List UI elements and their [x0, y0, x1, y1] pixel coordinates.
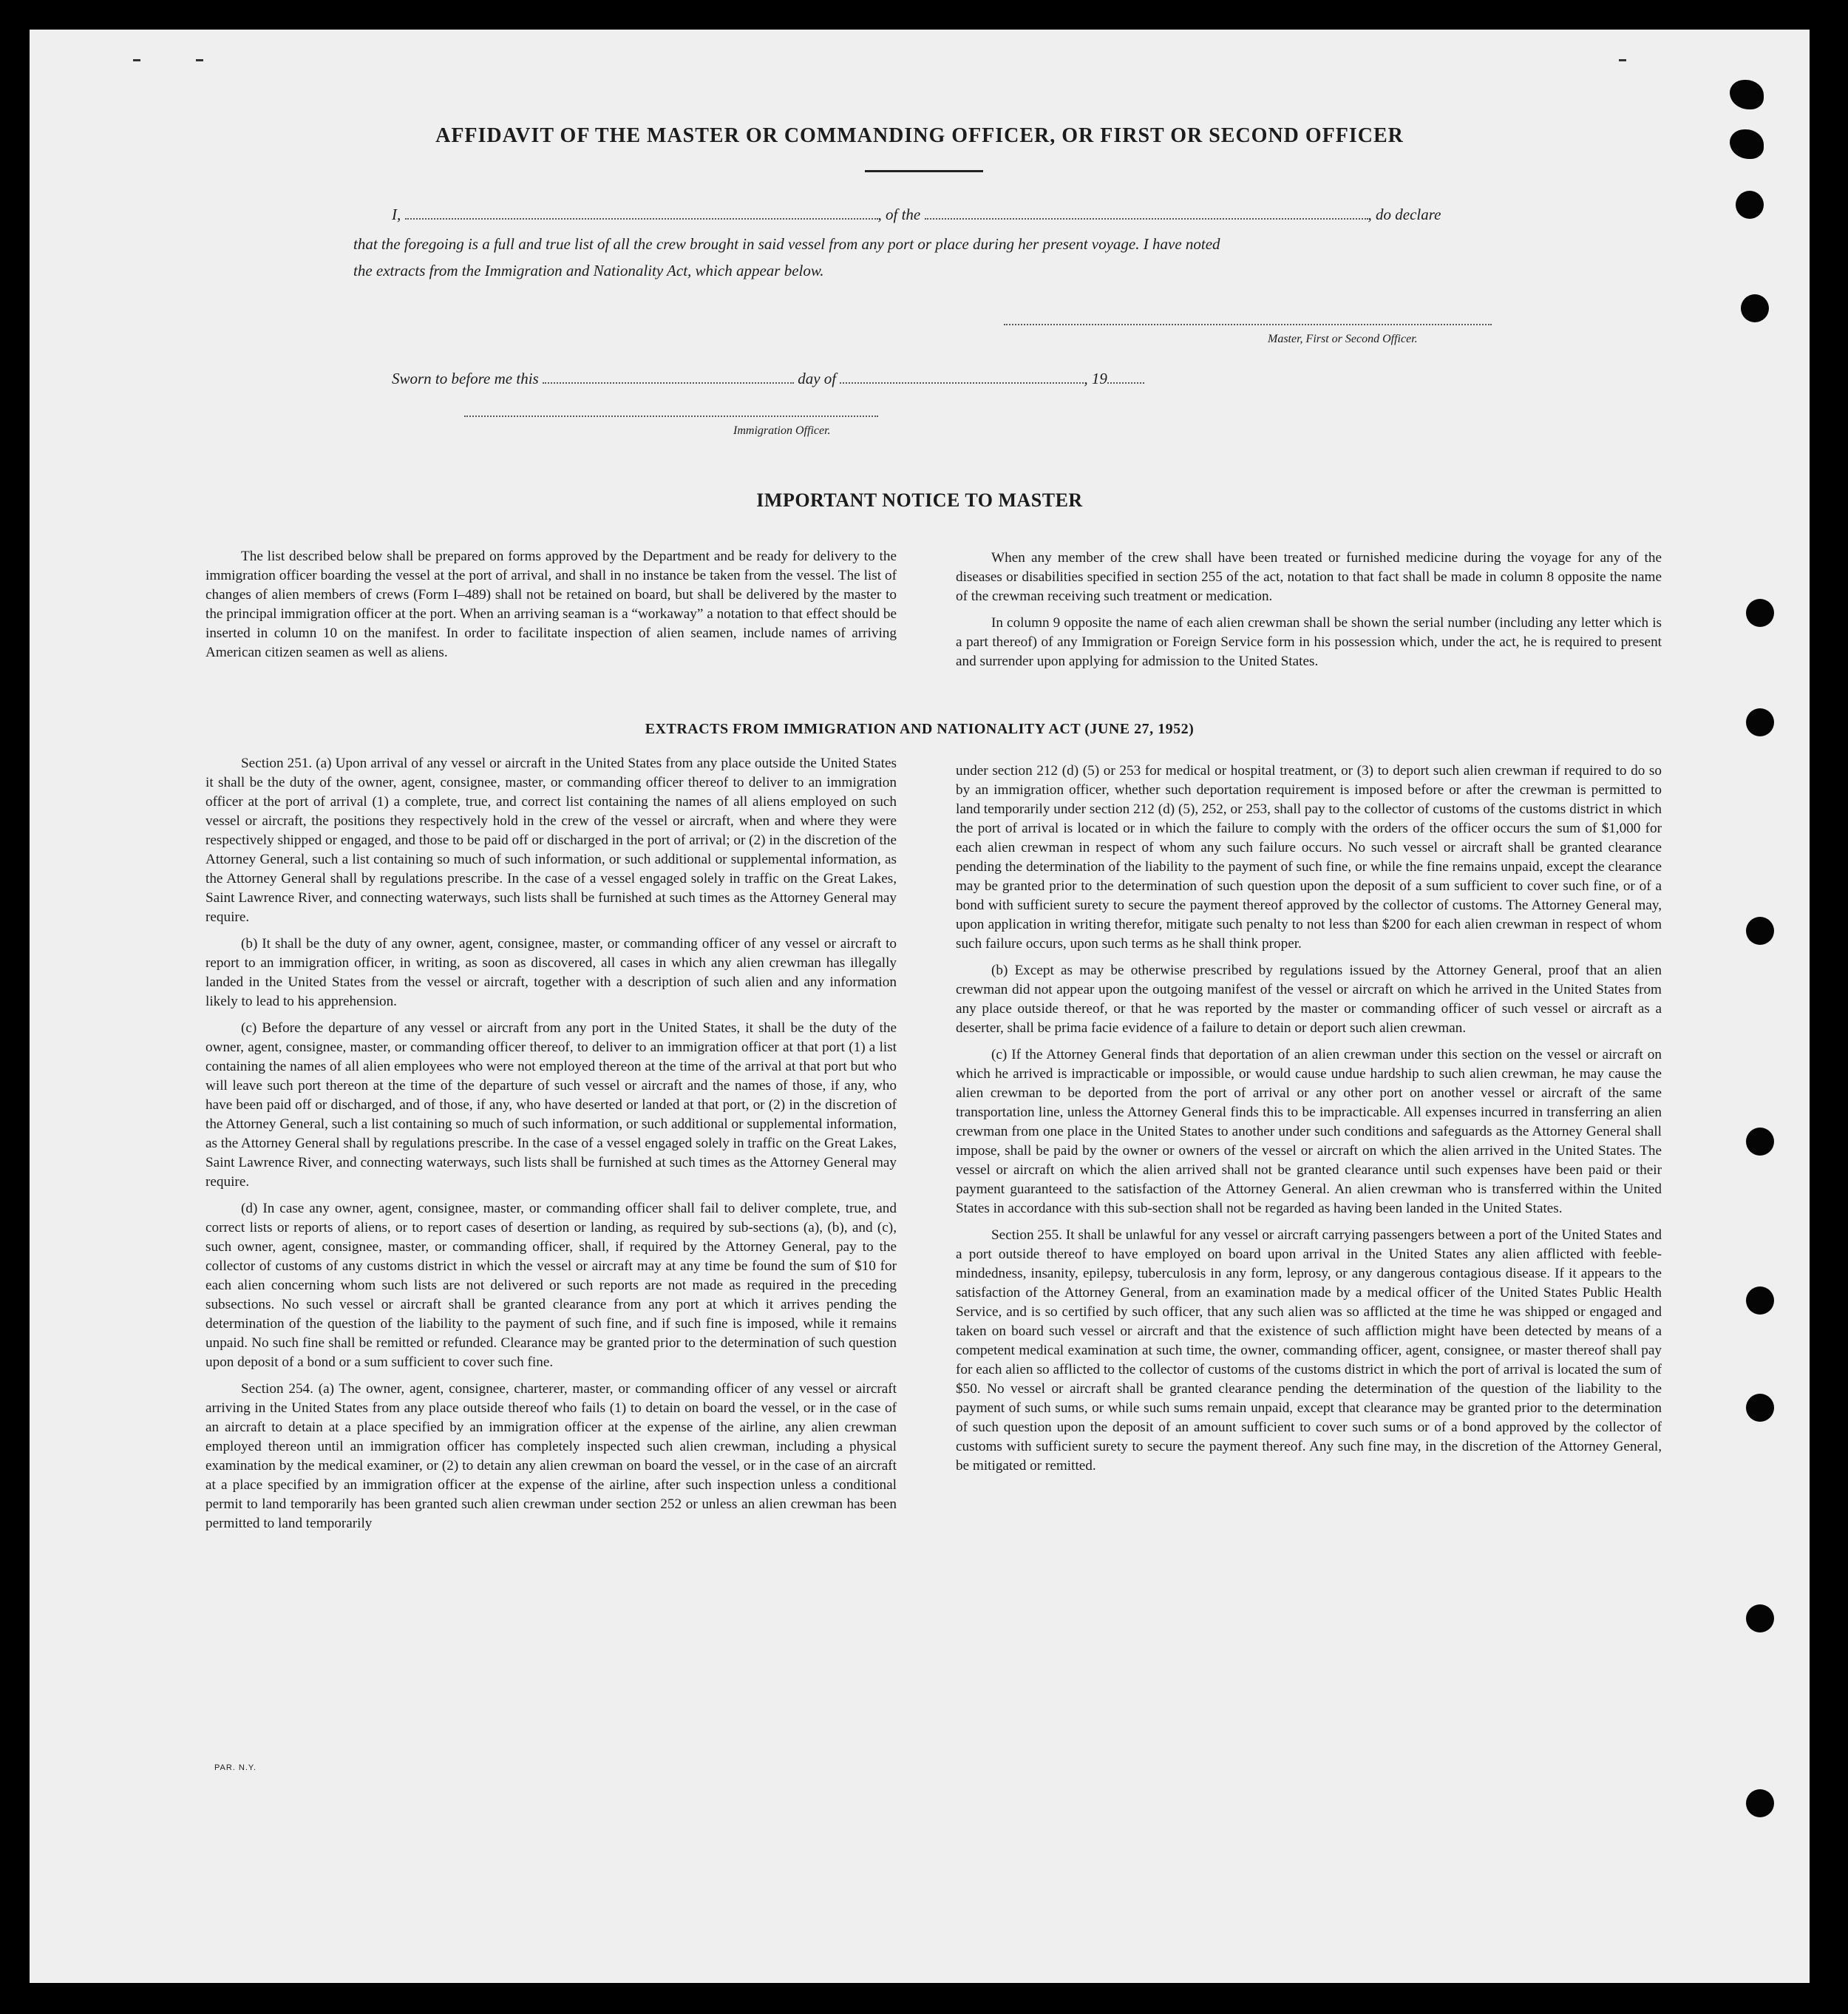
notice-title: IMPORTANT NOTICE TO MASTER	[756, 489, 1083, 511]
day-of-label: day of	[798, 370, 837, 387]
master-signature-field[interactable]	[1004, 324, 1492, 325]
section-251a: Section 251. (a) Upon arrival of any vessel or aircraft in the United States from any place outside the United States it shall be the duty of the owner, agent, consignee, master, or commanding officer thereof to deliver to an immigration officer at the port of arrival (1) a complete, true, and correct list containing the names of all aliens employed on such vessel or aircraft, the positions they respectively hold in the crew of the vessel or aircraft, when and where they were respectively shipped or engaged, and those to be paid off or discharged in the port of arrival; or (2) in the discretion of the Attorney General, such a list containing so much of such information, or such additional or supplemental information, as the Attorney General shall by regulations prescribe. In the case of a vessel engaged solely in traffic on the Great Lakes, Saint Lawrence River, and connecting waterways, such lists shall be furnished at such times as the Attorney General may require.	[205, 756, 897, 925]
statement-line-2: the extracts from the Immigration and Nationality Act, which appear below.	[353, 262, 824, 279]
punch-hole	[1736, 191, 1764, 219]
punch-hole	[1746, 917, 1774, 945]
notice-paragraph: When any member of the crew shall have been treated or furnished medicine during the voyage for any of the diseases or disabilities specified in section 255 of the act, notation to that fact shall be made in column 8 opposite the name of the crewman receiving such treatment or medication.	[956, 550, 1662, 604]
punch-hole	[1730, 80, 1764, 109]
notice-left-column	[205, 547, 897, 670]
vessel-field[interactable]	[925, 218, 1368, 220]
section-251c: (c) Before the departure of any vessel or aircraft from any port in the United States, it shall be the duty of the owner, agent, consignee, master, or commanding officer thereof, to deliver to an immigration officer at that port (1) a list containing the names of all alien employees who were not employed thereon at the time of the arrival at that port but who will leave such port thereon at the time of the departure of such vessel or aircraft and the names of those, if any, who have been paid off or discharged, and of those, if any, who have deserted or landed at that port, or (2) in the discretion of the Attorney General, such a list containing so much of such information, or such additional or supplemental information, as the Attorney General shall by regulations prescribe. In the case of a vessel engaged solely in traffic on the Great Lakes, Saint Lawrence River, and connecting waterways, such lists shall be furnished at such times as the Attorney General may require.	[205, 1020, 897, 1190]
punch-hole	[1746, 1789, 1774, 1817]
sworn-line	[392, 370, 1144, 388]
name-field[interactable]	[405, 218, 878, 220]
section-254b: (b) Except as may be otherwise prescribed by regulations issued by the Attorney General, proof that an alien crewman did not appear upon the outgoing manifest of the vessel or aircraft on which he arrived in the United States from any place outside thereof, or that he was reported by the master or commanding officer of such vessel or aircraft as a deserter, shall be prima facie evidence of a failure to detain or deport such alien crewman.	[956, 963, 1662, 1036]
sworn-day-field[interactable]	[543, 382, 794, 384]
punch-hole	[1741, 294, 1769, 322]
do-declare-label: , do declare	[1368, 206, 1441, 223]
sworn-label: Sworn to before me this	[392, 370, 539, 387]
notice-right-column	[956, 549, 1662, 679]
scan-mark	[1619, 59, 1626, 61]
extracts-right-column	[956, 762, 1662, 1483]
section-251d: (d) In case any owner, agent, consignee, master, or commanding officer shall fail to deliver complete, true, and correct lists or reports of aliens, or to report cases of desertion or landing, as required by sub-sections (a), (b), and (c), such owner, agent, consignee, master, or commanding officer, shall, if required by the Attorney General, pay to the collector of customs of any customs district in which the vessel or aircraft may at any time be found the sum of $10 for each alien concerning whom such lists are not delivered or such reports are not made as required in the preceding subsections. No such vessel or aircraft shall be granted clearance from any port at which it arrives pending the determination of the question of the liability to the payment of such fine, and if such fine is imposed, while it remains unpaid. No such fine shall be remitted or refunded. Clearance may be granted prior to the determination of such question upon deposit of a bond or a sum sufficient to cover such fine.	[205, 1201, 897, 1370]
sworn-year-field[interactable]	[1107, 382, 1144, 384]
officer-signature-field[interactable]	[464, 416, 878, 417]
officer-caption: Immigration Officer.	[733, 424, 831, 437]
punch-hole	[1746, 1394, 1774, 1422]
affidavit-title: AFFIDAVIT OF THE MASTER OR COMMANDING OFFICER, OR FIRST OR SECOND OFFICER	[435, 124, 1404, 147]
punch-hole	[1746, 599, 1774, 627]
section-251b: (b) It shall be the duty of any owner, agent, consignee, master, or commanding officer of any vessel or aircraft to report to an immigration officer, in writing, as soon as discovered, all cases in which any alien crewman has illegally landed in the United States from the vessel or aircraft, together with a description of such alien and any information likely to lead to his apprehension.	[205, 936, 897, 1009]
section-255: Section 255. It shall be unlawful for any vessel or aircraft carrying passengers between a port of the United States and a port outside thereof to have employed on board upon arrival in the United States any alien afflicted with feeble-mindedness, insanity, epilepsy, tuberculosis in any form, leprosy, or any dangerous contagious disease. If it appears to the satisfaction of the Attorney General, from an examination made by a medical officer of the United States Public Health Service, and is so certified by such officer, that any such alien was so afflicted at the time he was shipped or engaged and taken on board such vessel or aircraft and that the existence of such affliction might have been detected by means of a competent medical examination at such time, the owner, commanding officer, agent, consignee, or master thereof shall pay for each alien so afflicted to the collector of customs of the customs district in which the port of arrival is located the sum of $50. No vessel or aircraft shall be granted clearance pending the determination of the question of the liability to the payment of such sums, or while such sums remain unpaid, except that clearance may be granted prior to the determination of such question upon the deposit of an amount sufficient to cover such sums or of a bond approved by the collector of customs with sufficient surety to secure the payment thereof. Any such fine may, in the discretion of the Attorney General, be mitigated or remitted.	[956, 1227, 1662, 1474]
section-254c: (c) If the Attorney General finds that deportation of an alien crewman under this section on the vessel or aircraft on which he arrived is impracticable or impossible, or would cause undue hardship to such alien crewman, he may cause the alien crewman to be deported from the port of arrival or any other port on another vessel or aircraft of the same transportation line, unless the Attorney General finds this to be impracticable. All expenses incurred in transferring an alien crewman from one place in the United States to another under such conditions and safeguards as the Attorney General shall impose, shall be paid by the owner or owners of the vessel or aircraft on which the alien arrived in the United States. The vessel or aircraft on which the alien arrived shall not be granted clearance until such expenses have been paid or their payment guaranteed to the satisfaction of the Attorney General. An alien crewman who is transferred within the United States in accordance with this sub-section shall not be regarded as having been landed in the United States.	[956, 1047, 1662, 1216]
punch-hole	[1746, 1128, 1774, 1156]
section-254a-cont: under section 212 (d) (5) or 253 for medical or hospital treatment, or (3) to deport such alien crewman if required to do so by an immigration officer, whether such deportation requirement is imposed before or after the crewman is permitted to land temporarily under section 212 (d) (5), 252, or 253, shall pay to the collector of customs of the customs district in which the port of arrival is located or in which the failure to comply with the orders of the officer occurs the sum of $1,000 for each alien crewman in respect of whom any such failure occurs. No such vessel or aircraft shall be granted clearance pending the determination of the liability to the payment of such fine, or while the fine remains unpaid, except the clearance may be granted prior to the determination of such question upon the deposit of a sum sufficient to cover such fine, or of a bond with sufficient surety to secure the payment thereof approved by the collector of customs. The Attorney General may, upon application in writing therefor, mitigate such penalty to not less than $200 for each alien crewman in respect of whom such failure occurs, upon such terms as he shall think proper.	[956, 763, 1662, 952]
master-caption: Master, First or Second Officer.	[1268, 333, 1418, 345]
title-rule	[865, 170, 983, 172]
punch-hole	[1746, 1286, 1774, 1315]
document-page	[30, 30, 1810, 1983]
scan-mark	[133, 59, 140, 61]
extracts-title: EXTRACTS FROM IMMIGRATION AND NATIONALITY ACT (JUNE 27, 1952)	[645, 721, 1195, 737]
of-the-label: , of the	[877, 206, 921, 223]
punch-hole	[1746, 1604, 1774, 1632]
declarant-line	[392, 206, 1441, 224]
i-label: I,	[392, 206, 401, 223]
scan-mark	[196, 59, 203, 61]
section-254a: Section 254. (a) The owner, agent, consignee, charterer, master, or commanding officer of any vessel or aircraft arriving in the United States from any place outside thereof who fails (1) to detain on board the vessel, or in the case of an aircraft to detain at a place specified by an immigration officer at the expense of the airline, any alien crewman employed thereon until an immigration officer has completely inspected such alien crewman, including a physical examination by the medical examiner, or (2) to detain any alien crewman on board the vessel, or in the case of an aircraft at a place specified by an immigration officer at the expense of the airline, after such inspection unless a conditional permit to land temporarily has been granted such alien crewman under section 252 or unless an alien crewman has been permitted to land temporarily	[205, 1381, 897, 1531]
year-label: , 19	[1084, 370, 1107, 387]
statement-line-1: that the foregoing is a full and true list of all the crew brought in said vessel from any port or place during her present voyage. I have noted	[353, 235, 1220, 253]
printer-mark: PAR. N.Y.	[214, 1763, 257, 1772]
extracts-left-column	[205, 754, 897, 1541]
notice-paragraph: The list described below shall be prepared on forms approved by the Department and be ready for delivery to the immigration officer boarding the vessel at the port of arrival, and shall in no instance be taken from the vessel. The list of changes of alien members of crews (Form I–489) shall not be retained on board, but shall be delivered by the master to the principal immigration officer at the port. When an arriving seaman is a “workaway” a notation to that effect should be inserted in column 10 on the manifest. In order to facilitate inspection of alien seamen, include names of arriving American citizen seamen as well as aliens.	[205, 549, 897, 660]
sworn-month-field[interactable]	[840, 382, 1084, 384]
notice-paragraph: In column 9 opposite the name of each alien crewman shall be shown the serial number (including any letter which is a part thereof) of any Immigration or Foreign Service form in his possession which, under the act, he is required to present and surrender upon applying for admission to the United States.	[956, 615, 1662, 669]
